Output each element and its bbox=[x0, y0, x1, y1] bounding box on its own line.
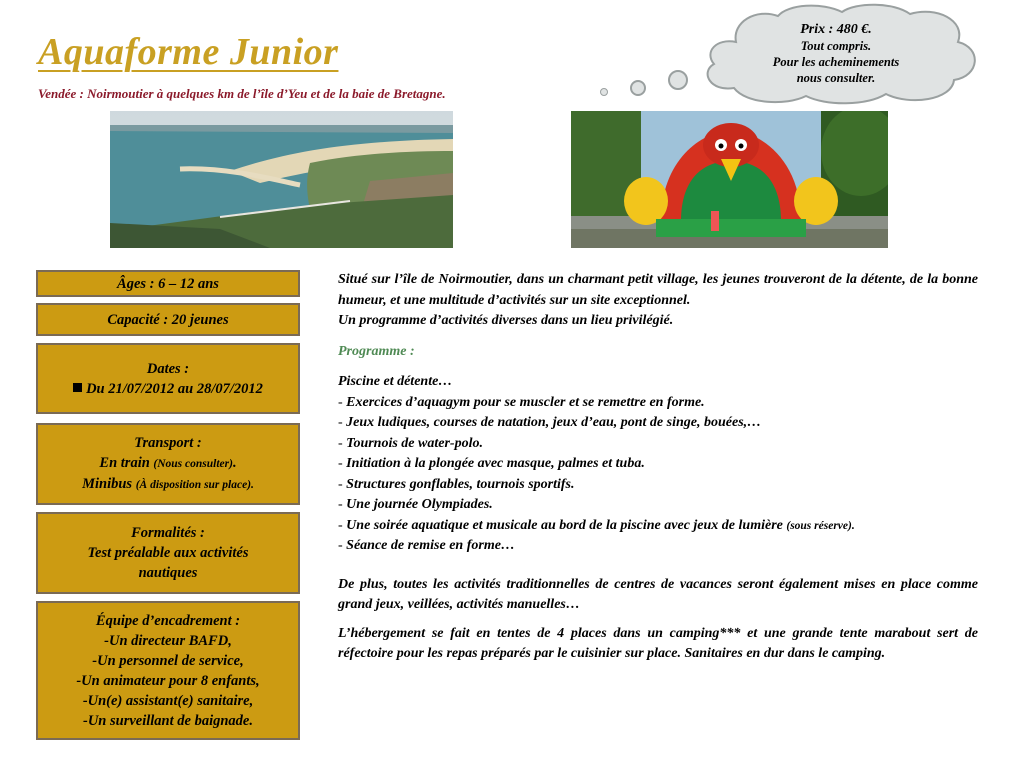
team-label: Équipe d’encadrement : bbox=[95, 612, 241, 629]
transport-box: Transport : En train (Nous consulter). Minibus (À disposition sur place). bbox=[36, 423, 300, 505]
formalities-line: nautiques bbox=[138, 565, 198, 581]
thought-bubble-dot bbox=[630, 80, 646, 96]
price-text: Prix : 480 €. bbox=[800, 22, 872, 37]
dates-value: Du 21/07/2012 au 28/07/2012 bbox=[86, 380, 263, 397]
formalities-label: Formalités : bbox=[131, 525, 205, 541]
activity-note: (sous réserve). bbox=[786, 519, 855, 532]
dates-box bbox=[36, 343, 300, 414]
transport-label: Transport : bbox=[134, 435, 202, 451]
price-cloud bbox=[696, 2, 980, 106]
capacity-text: Capacité : 20 jeunes bbox=[107, 311, 229, 328]
thought-bubble-dot bbox=[668, 70, 688, 90]
team-item: -Un animateur pour 8 enfants, bbox=[76, 672, 260, 689]
formalities-box bbox=[36, 512, 300, 594]
transport-bus: Minibus bbox=[82, 476, 133, 492]
activity-item: - Tournois de water-polo. bbox=[338, 435, 483, 451]
activity-item: - Initiation à la plongée avec masque, palmes et tuba. bbox=[338, 456, 645, 471]
activity-item: - Une soirée aquatique et musicale au bord de la piscine avec jeux de lumière (sous réserve). bbox=[338, 517, 855, 533]
capacity-box bbox=[36, 303, 300, 336]
activity-item: - Exercices d’aquagym pour se muscler et se remettre en forme. bbox=[338, 394, 705, 410]
page-title: Aquaforme Junior bbox=[38, 31, 339, 73]
more-paragraph: De plus, toutes les activités traditionnelles de centres de vacances seront également mises en place comme grand jeux, veillées, activités manuelles… bbox=[338, 576, 978, 612]
lodging-paragraph: L’hébergement se fait en tentes de 4 places dans un camping*** et une grande tente marabout sert de réfectoire pour les repas préparés par le cuisinier sur place. Sanitaires en dur dans le camping. bbox=[338, 625, 978, 661]
price-note: Pour les acheminements bbox=[772, 55, 900, 69]
ages-text: Âges : 6 – 12 ans bbox=[117, 275, 219, 292]
activity-item: - Structures gonflables, tournois sportifs. bbox=[338, 476, 575, 492]
programme-intro: Piscine et détente… bbox=[338, 374, 453, 389]
price-note: Tout compris. bbox=[800, 39, 872, 53]
activity-item: - Une journée Olympiades. bbox=[338, 497, 493, 512]
team-item: -Un(e) assistant(e) sanitaire, bbox=[82, 692, 254, 709]
team-item: -Un personnel de service, bbox=[92, 652, 244, 669]
dates-label: Dates : bbox=[146, 360, 190, 377]
square-bullet-icon bbox=[73, 383, 82, 392]
description-column bbox=[338, 270, 978, 665]
thought-bubble-dot bbox=[600, 88, 608, 96]
intro-line: Un programme d’activités diverses dans un lieu privilégié. bbox=[338, 313, 674, 328]
price-note: nous consulter. bbox=[796, 71, 876, 85]
activity-item: - Séance de remise en forme… bbox=[338, 538, 515, 553]
team-item: -Un directeur BAFD, bbox=[104, 632, 232, 649]
formalities-line: Test préalable aux activités bbox=[87, 545, 249, 561]
transport-bus-note: (À disposition sur place). bbox=[135, 479, 254, 491]
transport-train: En train bbox=[99, 455, 150, 471]
intro-paragraph: Situé sur l’île de Noirmoutier, dans un charmant petit village, les jeunes trouveront de la détente, de la bonne humeur, et une multitude d’activités sur un site exceptionnel. bbox=[338, 272, 978, 308]
aerial-coast-photo bbox=[110, 111, 453, 248]
ages-box bbox=[36, 270, 300, 297]
activity-item: - Jeux ludiques, courses de natation, jeux d’eau, pont de singe, bouées,… bbox=[338, 415, 762, 430]
programme-heading: Programme : bbox=[338, 343, 415, 359]
inflatable-structure-photo bbox=[571, 111, 888, 248]
page-subtitle: Vendée : Noirmoutier à quelques km de l’île d’Yeu et de la baie de Bretagne. bbox=[38, 86, 446, 101]
team-box bbox=[36, 601, 300, 740]
transport-train-note: (Nous consulter) bbox=[153, 458, 233, 470]
team-item: -Un surveillant de baignade. bbox=[83, 712, 253, 729]
